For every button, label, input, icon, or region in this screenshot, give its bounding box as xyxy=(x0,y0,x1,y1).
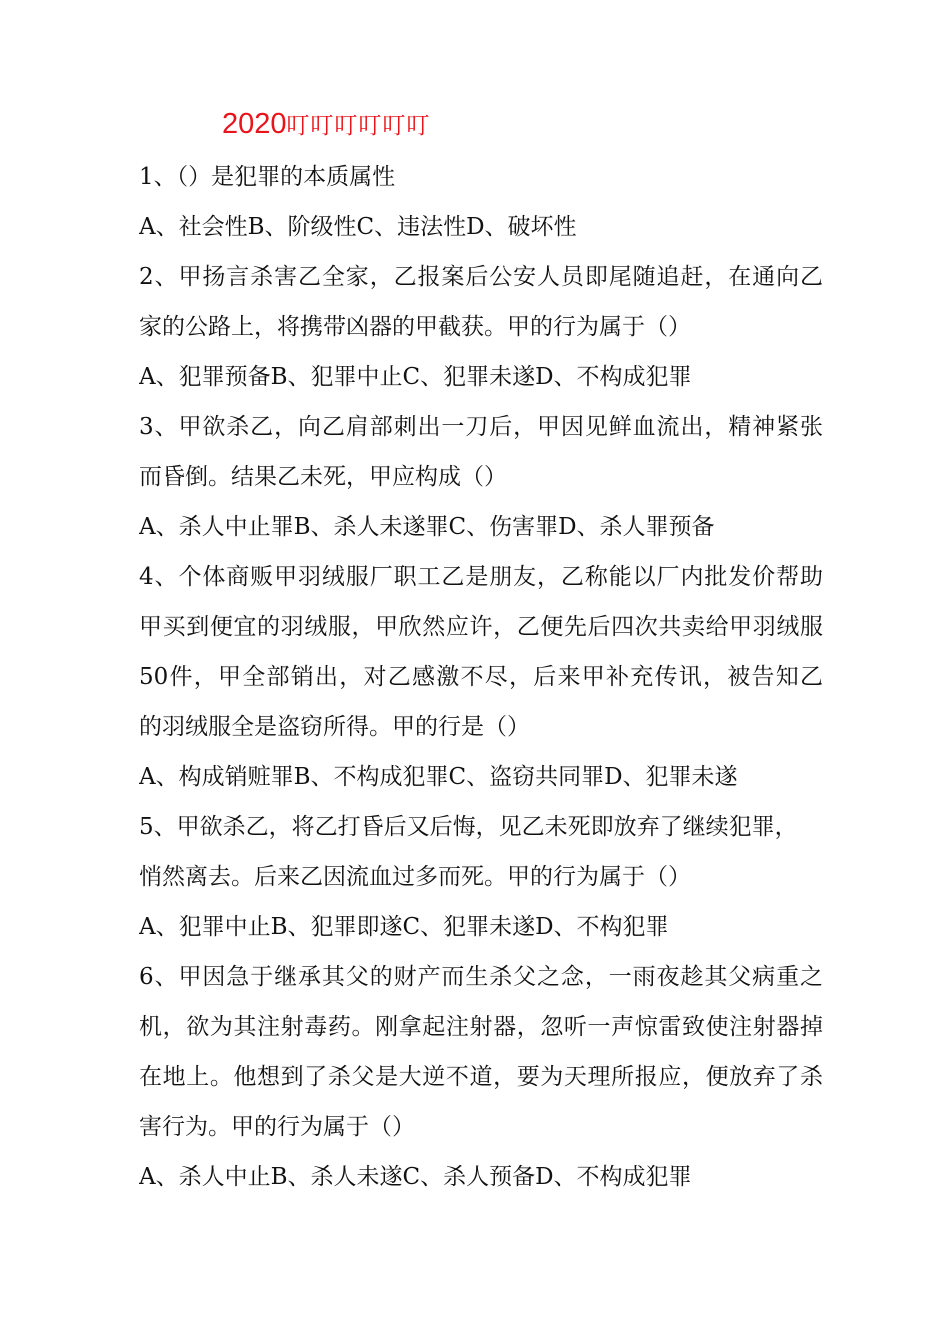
document-title xyxy=(222,104,431,146)
question-1-options: A、社会性B、阶级性C、违法性D、破坏性 xyxy=(139,214,577,240)
document-body xyxy=(139,152,823,1202)
question-5-text-line-1: 5、甲欲杀乙，将乙打昏后又后悔，见乙未死即放弃了继续犯罪， xyxy=(139,814,798,840)
title-text: 叮叮叮叮叮叮 xyxy=(286,113,431,139)
question-4-text-line-1: 4、个体商贩甲羽绒服厂职工乙是朋友，乙称能以厂内批发价帮助 xyxy=(139,564,823,590)
question-4-text-line-3: 50件，甲全部销出，对乙感激不尽，后来甲补充传讯，被告知乙 xyxy=(139,664,823,690)
question-2-text-line-1: 2、甲扬言杀害乙全家，乙报案后公安人员即尾随追赶，在通向乙 xyxy=(139,264,823,290)
question-4-text-line-4: 的羽绒服全是盗窃所得。甲的行是（） xyxy=(139,714,530,740)
question-6-text-line-3: 在地上。他想到了杀父是大逆不道，要为天理所报应，便放弃了杀 xyxy=(139,1064,823,1090)
question-5-text-line-2: 悄然离去。后来乙因流血过多而死。甲的行为属于（） xyxy=(139,864,691,890)
question-4-text-line-2: 甲买到便宜的羽绒服，甲欣然应许，乙便先后四次共卖给甲羽绒服 xyxy=(139,614,823,640)
question-2-text-line-2: 家的公路上，将携带凶器的甲截获。甲的行为属于（） xyxy=(139,314,691,340)
question-6-options: A、杀人中止B、杀人未遂C、杀人预备D、不构成犯罪 xyxy=(139,1164,692,1190)
question-1-text: 1、（）是犯罪的本质属性 xyxy=(139,164,396,190)
question-3-text-line-1: 3、甲欲杀乙，向乙肩部刺出一刀后，甲因见鲜血流出，精神紧张 xyxy=(139,414,823,440)
question-3-options: A、杀人中止罪B、杀人未遂罪C、伤害罪D、杀人罪预备 xyxy=(139,514,715,540)
question-2-options: A、犯罪预备B、犯罪中止C、犯罪未遂D、不构成犯罪 xyxy=(139,364,692,390)
question-3-text-line-2: 而昏倒。结果乙未死，甲应构成（） xyxy=(139,464,507,490)
question-6-text-line-2: 机，欲为其注射毒药。刚拿起注射器，忽听一声惊雷致使注射器掉 xyxy=(139,1014,823,1040)
title-number: 2020 xyxy=(222,108,287,140)
question-4-options: A、构成销赃罪B、不构成犯罪C、盗窃共同罪D、犯罪未遂 xyxy=(139,764,738,790)
question-6-text-line-4: 害行为。甲的行为属于（） xyxy=(139,1114,415,1140)
question-6-text-line-1: 6、甲因急于继承其父的财产而生杀父之念，一雨夜趁其父病重之 xyxy=(139,964,823,990)
question-5-options: A、犯罪中止B、犯罪即遂C、犯罪未遂D、不构犯罪 xyxy=(139,914,669,940)
